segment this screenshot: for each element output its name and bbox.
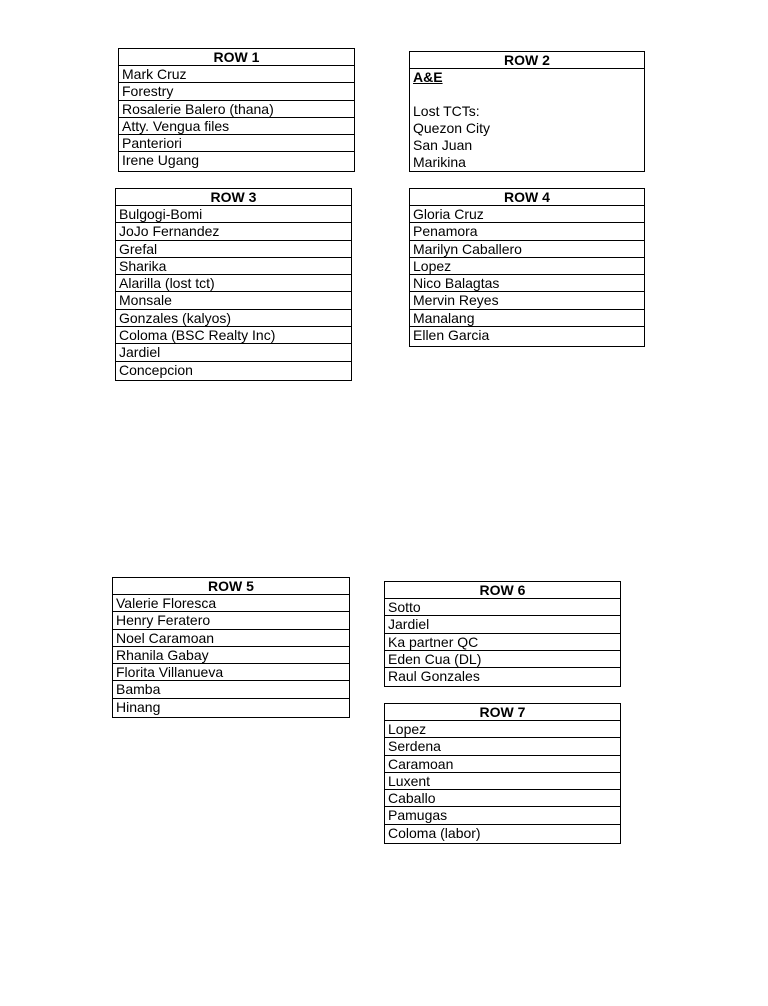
list-item: Monsale (116, 292, 351, 309)
row-2-spacer (413, 86, 641, 103)
row-2-line: Marikina (413, 154, 466, 170)
row-3-box (115, 188, 352, 381)
row-3-list (116, 206, 351, 379)
list-item: Coloma (labor) (388, 824, 481, 841)
row-7-box (384, 703, 621, 844)
row-2-title: ROW 2 (410, 52, 644, 69)
row-6-box (384, 581, 621, 687)
row-5-box (112, 577, 350, 718)
list-item: Lopez (410, 258, 644, 275)
list-item: Irene Ugang (122, 152, 200, 169)
list-item: Caballo (385, 790, 620, 807)
list-item: Grefal (116, 241, 351, 258)
list-item: Hinang (116, 698, 161, 715)
row-2-line: Lost TCTs: (413, 103, 480, 119)
row-1-title: ROW 1 (119, 49, 354, 66)
list-item: Lopez (385, 721, 620, 738)
list-item: Concepcion (119, 361, 193, 378)
list-item: Sharika (116, 258, 351, 275)
row-3-title: ROW 3 (116, 189, 351, 206)
list-item: Rhanila Gabay (113, 647, 349, 664)
row-1-box (118, 48, 355, 172)
list-item: Caramoan (385, 756, 620, 773)
row-5-list (113, 595, 349, 716)
list-item: Jardiel (385, 616, 620, 633)
list-item: Serdena (385, 738, 620, 755)
list-item: Noel Caramoan (113, 630, 349, 647)
list-item: Raul Gonzales (388, 668, 480, 685)
row-5-title: ROW 5 (113, 578, 349, 595)
list-item: Gonzales (kalyos) (116, 310, 351, 327)
list-item: Ka partner QC (385, 634, 620, 651)
list-item: Marilyn Caballero (410, 241, 644, 258)
list-item: Rosalerie Balero (thana) (119, 101, 354, 118)
list-item: Atty. Vengua files (119, 118, 354, 135)
row-7-title: ROW 7 (385, 704, 620, 721)
list-item: Coloma (BSC Realty Inc) (116, 327, 351, 344)
list-item: Florita Villanueva (113, 664, 349, 681)
row-2-line: San Juan (413, 137, 473, 153)
list-item: Panteriori (119, 135, 354, 152)
row-4-list (410, 206, 644, 344)
list-item: Mark Cruz (119, 66, 354, 83)
list-item: Luxent (385, 773, 620, 790)
row-2-subheading: A&E (413, 69, 443, 85)
row-2-body (410, 69, 644, 171)
row-4-title: ROW 4 (410, 189, 644, 206)
row-6-list (385, 599, 620, 685)
list-item: Penamora (410, 223, 644, 240)
row-2-line: Quezon City (413, 120, 491, 136)
list-item: Valerie Floresca (113, 595, 349, 612)
list-item: Bamba (113, 681, 349, 698)
list-item: Bulgogi-Bomi (116, 206, 351, 223)
list-item: Forestry (119, 83, 354, 100)
list-item: Henry Feratero (113, 612, 349, 629)
list-item: Pamugas (385, 807, 620, 824)
row-7-list (385, 721, 620, 842)
list-item: Eden Cua (DL) (385, 651, 620, 668)
list-item: Alarilla (lost tct) (116, 275, 351, 292)
row-6-title: ROW 6 (385, 582, 620, 599)
row-4-box (409, 188, 645, 347)
list-item: Ellen Garcia (413, 327, 490, 344)
list-item: Nico Balagtas (410, 275, 644, 292)
list-item: Gloria Cruz (410, 206, 644, 223)
list-item: Jardiel (116, 344, 351, 361)
row-2-box (409, 51, 645, 172)
list-item: Sotto (385, 599, 620, 616)
list-item: JoJo Fernandez (116, 223, 351, 240)
list-item: Manalang (410, 310, 644, 327)
list-item: Mervin Reyes (410, 292, 644, 309)
row-1-list (119, 66, 354, 170)
